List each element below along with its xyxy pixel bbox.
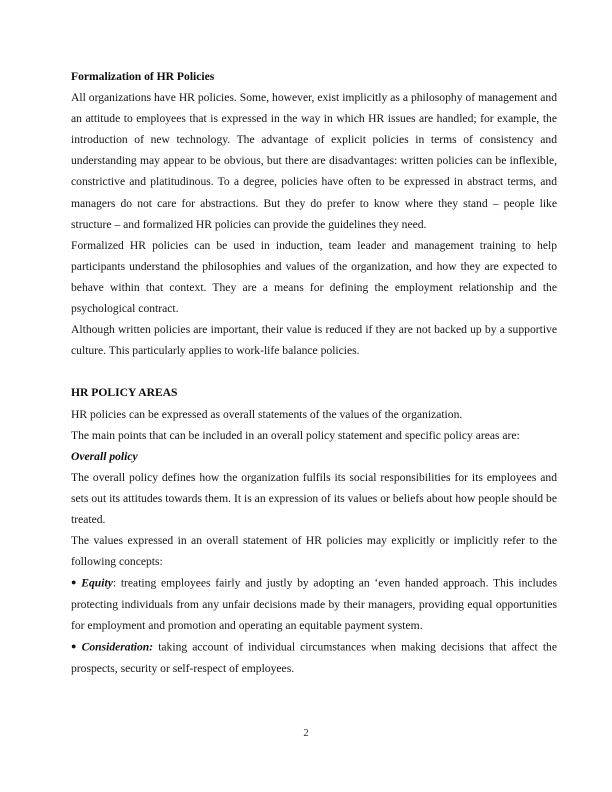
bullet-item-consideration — [71, 636, 557, 679]
bullet-term-equity: Equity — [81, 576, 113, 590]
paragraph-hr-policies-implicit: All organizations have HR policies. Some, however, exist implicitly as a philosophy of management and an attitude to employees that is expressed in the way in which HR issues are handled; for example, the introduction of new technology. The advantage of explicit policies in terms of consistency and understanding may appear to be obvious, but there are disadvantages: written policies can be inflexible, constrictive and platitudinous. To a degree, policies have often to be expressed in abstract terms, and managers do not care for abstractions. But they do prefer to know where they stand – people like structure – and formalized HR policies can provide the guidelines they need. — [71, 91, 557, 231]
line-overall-statements: HR policies can be expressed as overall statements of the values of the organization. — [71, 407, 463, 421]
bullet-text-consideration: taking account of individual circumstances when making decisions that affect the prospects, security or self-respect of employees. — [71, 640, 557, 675]
bullet-icon: ● — [71, 577, 79, 588]
bullet-text-equity: treating employees fairly and justly by adopting an ‘even handed approach. This includes protecting individuals from any unfair decisions made by their managers, providing equal opportunities for employment and promotion and operating an equitable payment system. — [71, 576, 558, 632]
paragraph-supportive-culture: Although written policies are important, their value is reduced if they are not backed up by a supportive culture. This particularly applies to work-life balance policies. — [71, 323, 557, 358]
bullet-term-consideration: Consideration: — [81, 640, 154, 654]
bullet-icon: ● — [71, 641, 79, 652]
subheading-overall-policy: Overall policy — [71, 449, 138, 463]
section-heading-formalization: Formalization of HR Policies — [71, 70, 215, 83]
line-main-points: The main points that can be included in an overall policy statement and specific policy areas are: — [71, 428, 520, 442]
paragraph-overall-policy-defines: The overall policy defines how the organization fulfils its social responsibilities for its employees and sets out its attitudes towards them. It is an expression of its values or beliefs about how people should be treated. — [71, 470, 557, 526]
page-number: 2 — [303, 728, 309, 739]
bullet-item-equity — [71, 572, 557, 636]
bullet-term-suffix: : — [112, 576, 117, 590]
paragraph-formalized-induction: Formalized HR policies can be used in induction, team leader and management training to help participants understand the philosophies and values of the organization, and how they are expected to behave within that context. They are a means for defining the employment relationship and the psychological contract. — [71, 238, 557, 316]
document-body — [71, 66, 557, 679]
section-heading-hr-policy-areas: HR POLICY AREAS — [71, 386, 178, 400]
paragraph-values-expressed: The values expressed in an overall statement of HR policies may explicitly or implicitly refer to the following concepts: — [71, 534, 557, 569]
